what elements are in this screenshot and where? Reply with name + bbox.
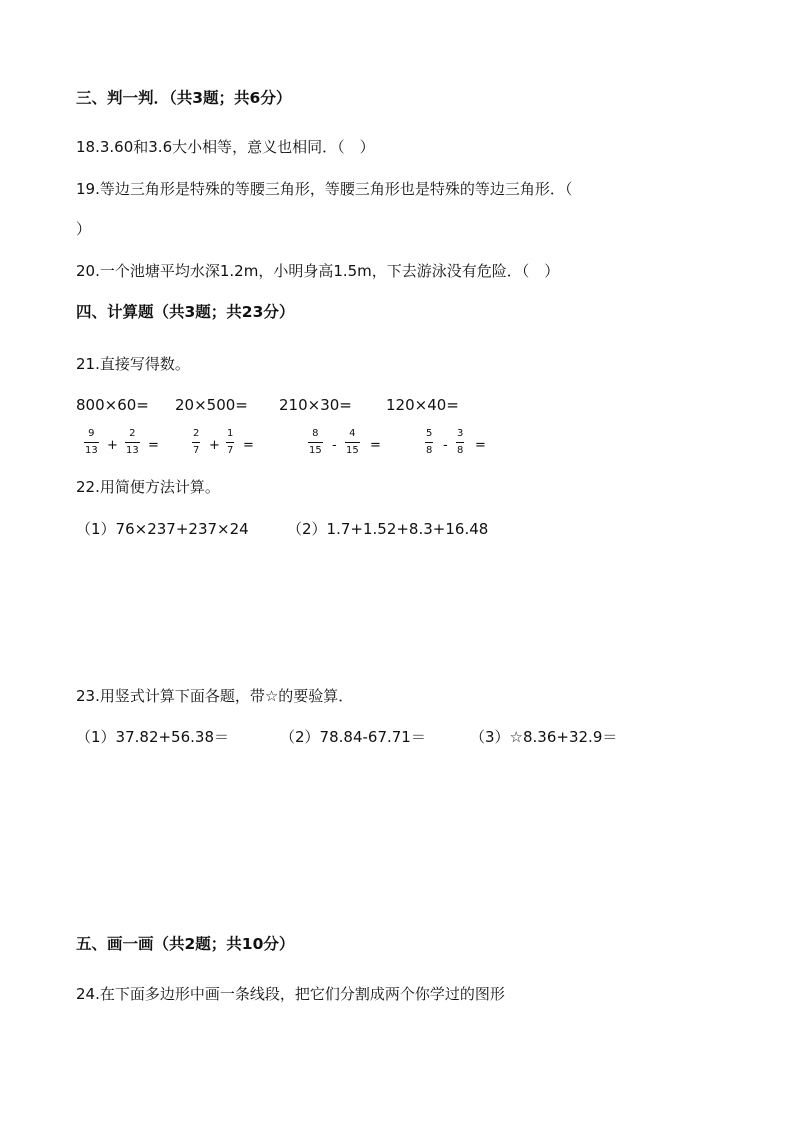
question-22-title: 22.用简便方法计算。 xyxy=(76,478,220,496)
q21-item-1: 800×60= xyxy=(76,396,149,414)
fraction-numerator: 1 xyxy=(227,428,234,439)
fraction-numerator: 5 xyxy=(426,428,433,439)
question-21-title: 21.直接写得数。 xyxy=(76,355,190,373)
fraction xyxy=(456,428,464,457)
minus-operator: - xyxy=(443,438,448,453)
question-19-line-2: ） xyxy=(76,220,92,238)
fraction xyxy=(125,428,140,457)
fraction xyxy=(226,428,234,457)
fraction-bar xyxy=(456,442,464,443)
fraction-bar xyxy=(192,442,200,443)
fraction xyxy=(308,428,323,457)
fraction-denominator: 15 xyxy=(346,445,359,456)
fraction-numerator: 8 xyxy=(312,428,319,439)
plus-operator: + xyxy=(209,438,220,453)
fraction-denominator: 7 xyxy=(227,445,234,456)
fraction xyxy=(84,428,99,457)
question-23-title: 23.用竖式计算下面各题，带☆的要验算． xyxy=(76,687,354,705)
fraction-bar xyxy=(308,442,323,443)
fraction-numerator: 3 xyxy=(457,428,464,439)
fraction-denominator: 13 xyxy=(85,445,98,456)
question-18: 18.3.60和3.6大小相等，意义也相同．（ ） xyxy=(76,138,375,156)
equals-sign: = xyxy=(148,438,159,453)
q23-part-1: （1）37.82+56.38＝ xyxy=(76,728,229,746)
minus-operator: - xyxy=(332,438,337,453)
q22-part-2: （2）1.7+1.52+8.3+16.48 xyxy=(287,520,489,538)
q21-item-4: 120×40= xyxy=(386,396,459,414)
q21-item-2: 20×500= xyxy=(175,396,248,414)
equals-sign: = xyxy=(475,438,486,453)
question-19-line-1: 19.等边三角形是特殊的等腰三角形，等腰三角形也是特殊的等边三角形．（ xyxy=(76,180,573,198)
section-5-heading: 五、画一画（共2题；共10分） xyxy=(76,935,295,953)
section-4-heading: 四、计算题（共3题；共23分） xyxy=(76,303,295,321)
question-20: 20.一个池塘平均水深1.2m，小明身高1.5m，下去游泳没有危险．（ ） xyxy=(76,262,560,280)
fraction xyxy=(345,428,360,457)
q23-part-3: （3）☆8.36+32.9＝ xyxy=(470,728,618,746)
fraction-bar xyxy=(425,442,433,443)
fraction-bar xyxy=(345,442,360,443)
fraction-numerator: 4 xyxy=(349,428,356,439)
fraction xyxy=(192,428,200,457)
equals-sign: = xyxy=(243,438,254,453)
fraction xyxy=(425,428,433,457)
q23-part-2: （2）78.84-67.71＝ xyxy=(280,728,426,746)
fraction-bar xyxy=(125,442,140,443)
equals-sign: = xyxy=(370,438,381,453)
fraction-denominator: 8 xyxy=(457,445,464,456)
q21-item-3: 210×30= xyxy=(279,396,352,414)
fraction-denominator: 13 xyxy=(126,445,139,456)
fraction-numerator: 2 xyxy=(193,428,200,439)
fraction-bar xyxy=(84,442,99,443)
fraction-denominator: 8 xyxy=(426,445,433,456)
fraction-bar xyxy=(226,442,234,443)
fraction-numerator: 2 xyxy=(129,428,136,439)
plus-operator: + xyxy=(107,438,118,453)
fraction-denominator: 15 xyxy=(309,445,322,456)
question-24: 24.在下面多边形中画一条线段，把它们分割成两个你学过的图形 xyxy=(76,985,505,1003)
section-3-heading: 三、判一判．（共3题；共6分） xyxy=(76,89,292,107)
fraction-denominator: 7 xyxy=(193,445,200,456)
fraction-numerator: 9 xyxy=(88,428,95,439)
q22-part-1: （1）76×237+237×24 xyxy=(76,520,249,538)
